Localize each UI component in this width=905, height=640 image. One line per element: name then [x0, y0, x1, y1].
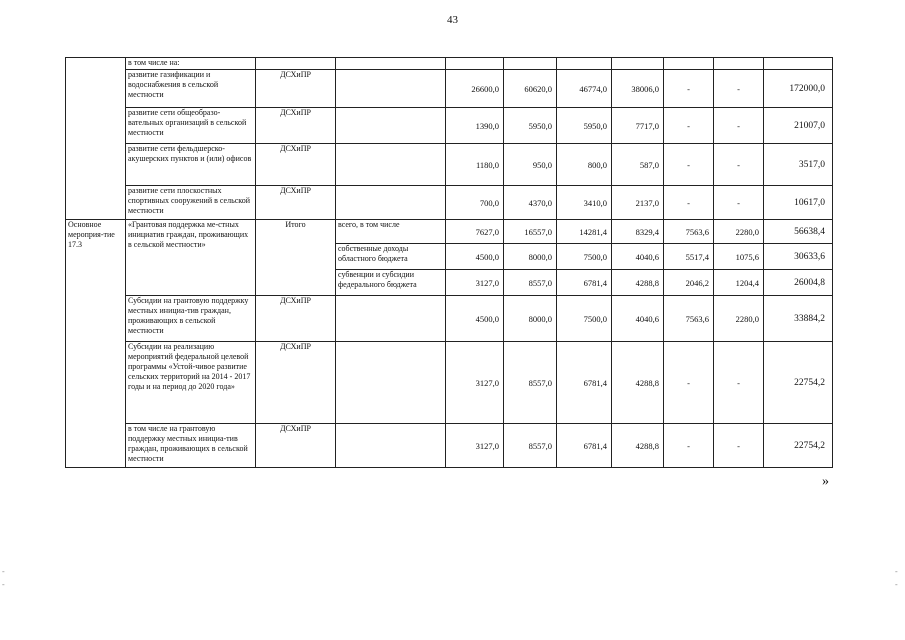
value-cell: 5517,4 — [664, 244, 714, 270]
executor-cell: ДСХиПР — [256, 108, 336, 144]
source-cell — [336, 186, 446, 220]
executor-cell: ДСХиПР — [256, 70, 336, 108]
value-cell: 950,0 — [504, 144, 557, 186]
total-cell: 22754,2 — [764, 342, 833, 424]
row-name: Субсидии на реализацию мероприятий федеральной целевой программы «Устой-чивое развитие сельских территорий на 2014 - 2017 годы и на период до 2020 года» — [126, 342, 256, 424]
value-cell: - — [714, 424, 764, 468]
executor-cell: ДСХиПР — [256, 424, 336, 468]
value-cell: 2280,0 — [714, 296, 764, 342]
total-cell: 10617,0 — [764, 186, 833, 220]
value-cell: 800,0 — [557, 144, 612, 186]
value-cell: 3127,0 — [446, 424, 504, 468]
table-row — [66, 220, 833, 244]
value-cell: 2046,2 — [664, 270, 714, 296]
value-cell: 14281,4 — [557, 220, 612, 244]
value-cell: 4040,6 — [612, 244, 664, 270]
value-cell: - — [714, 70, 764, 108]
row-name: развитие сети фельдшерско-акушерских пунктов и (или) офисов — [126, 144, 256, 186]
value-cell: 3127,0 — [446, 342, 504, 424]
scan-edge-mark: - — [895, 580, 898, 589]
total-cell: 30633,6 — [764, 244, 833, 270]
value-cell: 38006,0 — [612, 70, 664, 108]
source-cell — [336, 144, 446, 186]
value-cell: 8557,0 — [504, 270, 557, 296]
row-name: развитие сети плоскостных спортивных сооружений в сельской местности — [126, 186, 256, 220]
value-cell: 6781,4 — [557, 342, 612, 424]
value-cell: 8329,4 — [612, 220, 664, 244]
row-name: «Грантовая поддержка ме-стных инициатив граждан, проживающих в сельской местности» — [126, 220, 256, 296]
total-cell: 3517,0 — [764, 144, 833, 186]
scan-edge-mark: - — [2, 580, 5, 589]
row-name: развитие сети общеобразо-вательных организаций в сельской местности — [126, 108, 256, 144]
value-cell: 2137,0 — [612, 186, 664, 220]
measure-cell: Основное мероприя-тие 17.3 — [66, 220, 126, 468]
executor-cell: Итого — [256, 220, 336, 296]
value-cell: 1180,0 — [446, 144, 504, 186]
value-cell: 1075,6 — [714, 244, 764, 270]
total-cell: 21007,0 — [764, 108, 833, 144]
value-cell: 4288,8 — [612, 270, 664, 296]
value-cell: 5950,0 — [557, 108, 612, 144]
scan-edge-mark: - — [2, 567, 5, 576]
table-row — [66, 144, 833, 186]
table-row — [66, 342, 833, 424]
value-cell: 4500,0 — [446, 244, 504, 270]
value-cell: - — [664, 144, 714, 186]
value-cell: 1390,0 — [446, 108, 504, 144]
value-cell: 7717,0 — [612, 108, 664, 144]
value-cell: 3410,0 — [557, 186, 612, 220]
value-cell: 2280,0 — [714, 220, 764, 244]
value-cell: 7563,6 — [664, 220, 714, 244]
value-cell: 26600,0 — [446, 70, 504, 108]
table-row — [66, 186, 833, 220]
budget-table — [65, 57, 833, 468]
executor-cell: ДСХиПР — [256, 186, 336, 220]
value-cell: - — [664, 342, 714, 424]
source-cell: субвенции и субсидии федерального бюджета — [336, 270, 446, 296]
value-cell: 3127,0 — [446, 270, 504, 296]
value-cell: 700,0 — [446, 186, 504, 220]
page-number: 43 — [447, 14, 458, 26]
continuation-mark: » — [822, 474, 829, 489]
value-cell: 4288,8 — [612, 424, 664, 468]
value-cell: 16557,0 — [504, 220, 557, 244]
value-cell: - — [664, 70, 714, 108]
source-cell: всего, в том числе — [336, 220, 446, 244]
source-cell: собственные доходы областного бюджета — [336, 244, 446, 270]
table-row — [66, 424, 833, 468]
value-cell: - — [714, 342, 764, 424]
row-name: развитие газификации и водоснабжения в сельской местности — [126, 70, 256, 108]
value-cell: - — [714, 186, 764, 220]
value-cell: 46774,0 — [557, 70, 612, 108]
value-cell: 8000,0 — [504, 296, 557, 342]
value-cell: 7563,6 — [664, 296, 714, 342]
row-name: Субсидии на грантовую поддержку местных инициа-тив граждан, проживающих в сельской местности — [126, 296, 256, 342]
total-cell: 56638,4 — [764, 220, 833, 244]
executor-cell: ДСХиПР — [256, 296, 336, 342]
table-row — [66, 70, 833, 108]
value-cell: 7500,0 — [557, 244, 612, 270]
value-cell: 7500,0 — [557, 296, 612, 342]
table-row — [66, 58, 833, 70]
value-cell: - — [664, 108, 714, 144]
value-cell: 4040,6 — [612, 296, 664, 342]
source-cell — [336, 296, 446, 342]
value-cell: - — [714, 108, 764, 144]
table-row — [66, 108, 833, 144]
total-cell: 26004,8 — [764, 270, 833, 296]
value-cell: 6781,4 — [557, 424, 612, 468]
value-cell: 60620,0 — [504, 70, 557, 108]
row-name: в том числе на грантовую поддержку местных инициа-тив граждан, проживающих в сельской местности — [126, 424, 256, 468]
executor-cell: ДСХиПР — [256, 144, 336, 186]
value-cell: 587,0 — [612, 144, 664, 186]
value-cell: 7627,0 — [446, 220, 504, 244]
total-cell: 33884,2 — [764, 296, 833, 342]
value-cell: 8557,0 — [504, 424, 557, 468]
value-cell: 4370,0 — [504, 186, 557, 220]
value-cell: - — [664, 186, 714, 220]
value-cell: 4288,8 — [612, 342, 664, 424]
value-cell: 1204,4 — [714, 270, 764, 296]
value-cell: 5950,0 — [504, 108, 557, 144]
value-cell: 6781,4 — [557, 270, 612, 296]
measure-cell — [66, 58, 126, 220]
scan-edge-mark: - — [895, 567, 898, 576]
executor-cell: ДСХиПР — [256, 342, 336, 424]
table-row — [66, 296, 833, 342]
total-cell: 172000,0 — [764, 70, 833, 108]
source-cell — [336, 108, 446, 144]
value-cell: - — [714, 144, 764, 186]
value-cell: - — [664, 424, 714, 468]
source-cell — [336, 342, 446, 424]
value-cell: 8000,0 — [504, 244, 557, 270]
source-cell — [336, 424, 446, 468]
row-name: в том числе на: — [126, 58, 256, 70]
total-cell: 22754,2 — [764, 424, 833, 468]
source-cell — [336, 70, 446, 108]
value-cell: 8557,0 — [504, 342, 557, 424]
value-cell: 4500,0 — [446, 296, 504, 342]
